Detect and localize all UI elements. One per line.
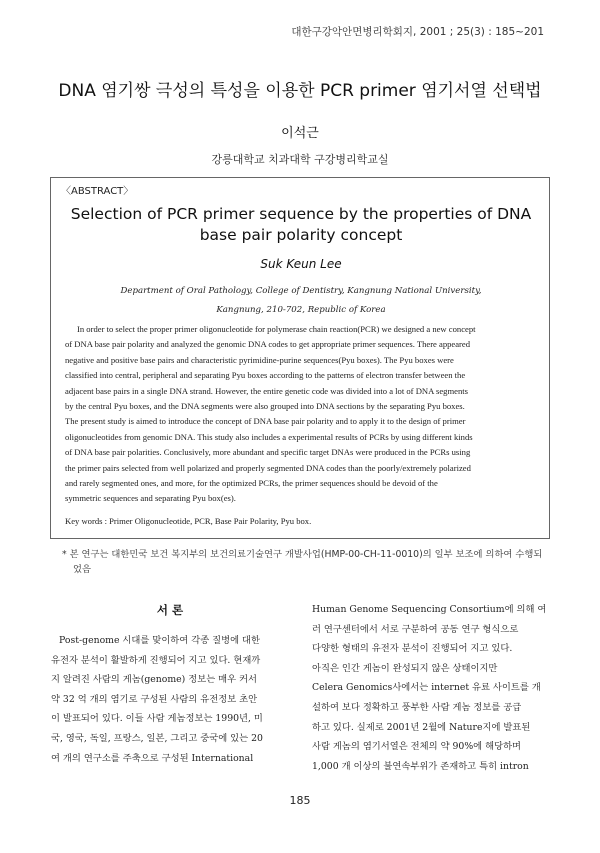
text-line: 설하여 보다 정확하고 풍부한 사람 게놈 정보를 공급	[312, 701, 522, 713]
korean-affiliation: 강릉대학교 치과대학 구강병리학교실	[211, 153, 389, 166]
text-line: 아직은 인간 게놈이 완성되지 않은 상태이지만	[312, 662, 498, 674]
abstract-line: of DNA base pair polarity and analyzed the genomic DNA codes to get appropriate primer sequences. There appeared	[65, 339, 471, 350]
abstract-heading: 〈ABSTRACT〉	[61, 186, 134, 197]
text-line: 1,000 개 이상의 불연속부위가 존재하고 특히 intron	[312, 760, 529, 772]
text-line: 다양한 형태의 유전자 분석이 진행되어 지고 있다.	[312, 643, 513, 655]
abstract-line: the primer pairs selected from well polarized and properly segmented DNA codes than the poorly/extremely polarized	[65, 462, 471, 473]
abstract-line: The present study is aimed to introduce the concept of DNA base pair polarity and to apply it to the design of primer	[65, 416, 466, 427]
english-affiliation	[51, 282, 551, 320]
english-affiliation-line-1: Department of Oral Pathology, College of Dentistry, Kangnung National University,	[120, 286, 482, 296]
abstract-body	[65, 322, 538, 507]
text-line: 약 32 억 개의 염기로 구성된 사람의 유전정보 초안	[51, 693, 258, 705]
text-line: 여 개의 연구소를 주축으로 구성된 International	[51, 752, 254, 764]
abstract-line: and rarely segmented ones, and more, for the optimized PCRs, the primer sequences should be devoid of the	[65, 478, 438, 489]
section-heading-introduction: 서 론	[156, 603, 184, 617]
text-line: 국, 영국, 독일, 프랑스, 일본, 그리고 중국에 있는 20	[51, 732, 263, 744]
text-line: 사람 게놈의 염기서열은 전체의 약 90%에 해당하며	[312, 741, 522, 753]
english-title-line-1: Selection of PCR primer sequence by the properties of DNA	[70, 205, 532, 223]
english-author: Suk Keun Lee	[260, 257, 342, 271]
text-line: 이 발표되어 있다. 이들 사람 게놈정보는 1990년, 미	[51, 713, 263, 725]
right-column-text	[312, 600, 552, 776]
journal-citation-header: 대한구강악안면병리학회지, 2001 ; 25(3) : 185~201	[291, 26, 544, 38]
abstract-line: symmetric sequences and separating Pyu box(es).	[65, 493, 236, 504]
text-line: Post-genome 시대를 맞이하여 각종 질병에 대한	[59, 635, 260, 646]
abstract-line: negative and positive base pairs and characteristic pyrimidine-purine sequences(Pyu boxes). The Pyu boxes were	[65, 354, 454, 365]
text-line: 유전자 분석이 활발하게 진행되어 지고 있다. 현재까	[51, 654, 261, 666]
page-number: 185	[289, 794, 311, 807]
abstract-line: classified into central, peripheral and separating Pyu boxes according to the patterns of electron transfer between the	[65, 370, 466, 381]
text-line: 하고 있다. 실제로 2001년 2월에 Nature지에 발표된	[312, 721, 531, 733]
text-line: 지 알려진 사람의 게놈(genome) 정보는 매우 커서	[51, 674, 258, 686]
text-line: 러 연구센터에서 서로 구분하여 공동 연구 형식으로	[312, 623, 519, 635]
text-line: Celera Genomics사에서는 internet 유료 사이트를 개	[312, 682, 541, 694]
abstract-box	[50, 177, 550, 539]
korean-title: DNA 염기쌍 극성의 특성을 이용한 PCR primer 염기서열 선택법	[58, 81, 542, 101]
abstract-line: of DNA base pair polarities. Conclusively, more abundant and specific target DNAs were produced in the PCRs using	[65, 447, 471, 458]
abstract-line: by the central Pyu boxes, and the DNA segments were also grouped into DNA sections by the separating Pyu boxes.	[65, 401, 465, 412]
english-title	[51, 204, 551, 246]
abstract-line: adjacent base pairs in a single DNA strand. However, the entire genetic code was divided into a lot of DNA segments	[65, 385, 468, 396]
keywords: Key words : Primer Oligonucleotide, PCR, Base Pair Polarity, Pyu box.	[65, 516, 312, 526]
abstract-line: In order to select the proper primer oligonucleotide for polymerase chain reaction(PCR) we designed a new concept	[77, 324, 476, 334]
abstract-line: oligonucleotides from genomic DNA. This study also includes a experimental results of PCRs by using different kinds	[65, 431, 473, 442]
english-title-line-2: base pair polarity concept	[199, 226, 403, 244]
footnote-line-1: * 본 연구는 대한민국 보건 복지부의 보건의료기술연구 개발사업(HMP-00-CH-11-0010)의 일부 보조에 의하여 수행되	[62, 549, 543, 560]
funding-footnote	[62, 547, 552, 577]
footnote-line-2: 었음	[73, 564, 91, 575]
left-column-text	[51, 631, 291, 768]
text-line: Human Genome Sequencing Consortium에 의해 여	[312, 604, 547, 615]
english-affiliation-line-2: Kangnung, 210-702, Republic of Korea	[216, 305, 386, 315]
korean-author: 이석근	[281, 126, 319, 141]
